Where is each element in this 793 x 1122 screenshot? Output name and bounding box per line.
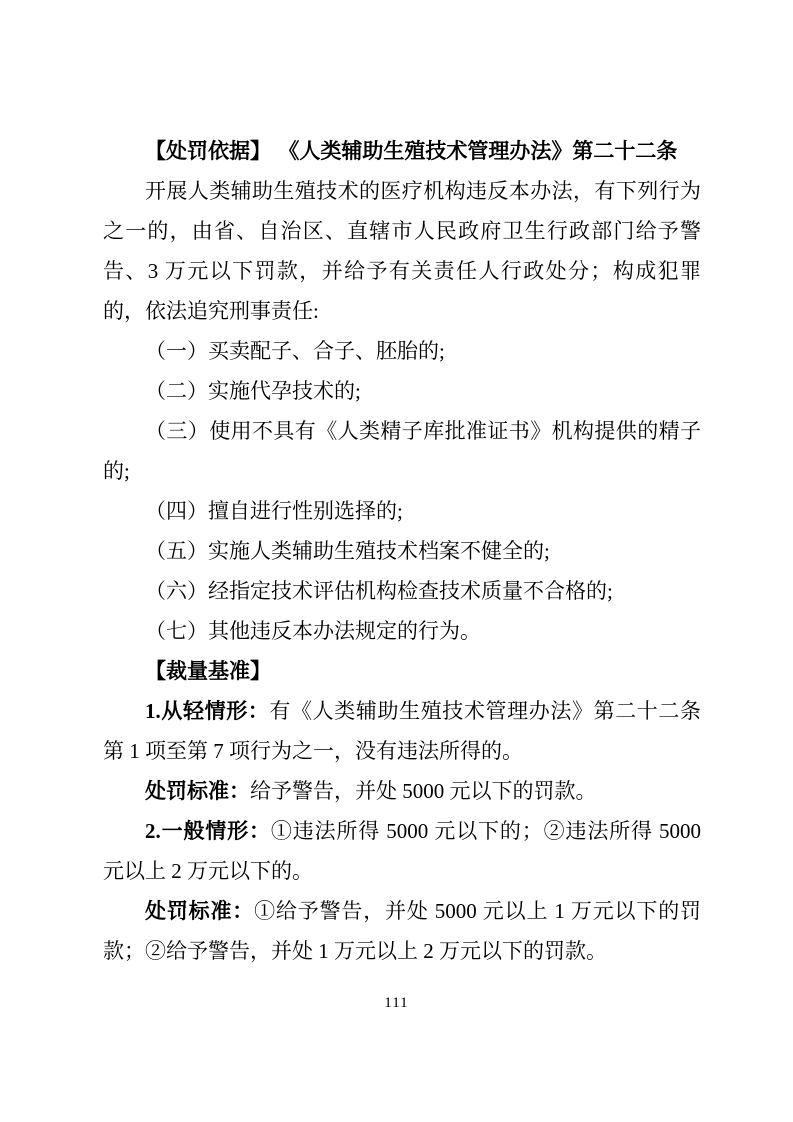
violation-item-7: （七）其他违反本办法规定的行为。 bbox=[145, 619, 481, 643]
page-number: 111 bbox=[384, 995, 409, 1011]
clause-general-penalty-label: 处罚标准： bbox=[145, 899, 255, 923]
violation-item-4: （四）擅自进行性别选择的; bbox=[145, 499, 403, 523]
clause-leniency-penalty-text: 给予警告，并处 5000 元以下的罚款。 bbox=[250, 779, 597, 803]
clause-leniency-text: 有《人类辅助生殖技术管理办法》第二十二条第 1 项至第 7 项行为之一，没有违法所得的。 bbox=[103, 699, 702, 763]
penalty-basis-title: 《人类辅助生殖技术管理办法》第二十二条 bbox=[288, 139, 678, 163]
clause-leniency bbox=[103, 691, 701, 771]
clause-general-penalty-text: ①给予警告，并处 5000 元以上 1 万元以下的罚款；②给予警告，并处 1 万元以上 2 万元以下的罚款。 bbox=[103, 899, 702, 963]
penalty-basis-intro: 开展人类辅助生殖技术的医疗机构违反本办法，有下列行为之一的，由省、自治区、直辖市人民政府卫生行政部门给予警告、3 万元以下罚款，并给予有关责任人行政处分；构成犯罪的，依法追究刑事责任: bbox=[103, 179, 701, 323]
violation-item-6: （六）经指定技术评估机构检查技术质量不合格的; bbox=[145, 579, 613, 603]
penalty-basis-heading bbox=[103, 131, 701, 171]
violation-item-5: （五）实施人类辅助生殖技术档案不健全的; bbox=[145, 539, 550, 563]
document-body bbox=[103, 131, 701, 971]
clause-general bbox=[103, 811, 701, 891]
violation-item-3: （三）使用不具有《人类精子库批准证书》机构提供的精子的; bbox=[103, 419, 701, 483]
clause-leniency-penalty-label: 处罚标准： bbox=[145, 779, 250, 803]
clause-general-label: 2.一般情形： bbox=[145, 819, 271, 843]
clause-general-text: ①违法所得 5000 元以下的；②违法所得 5000 元以上 2 万元以下的。 bbox=[103, 819, 701, 883]
clause-leniency-penalty bbox=[103, 771, 701, 811]
violation-item-2: （二）实施代孕技术的; bbox=[145, 379, 361, 403]
discretion-standard-heading bbox=[103, 651, 701, 691]
discretion-standard-tag: 【裁量基准】 bbox=[145, 659, 271, 683]
violation-item-1: （一）买卖配子、合子、胚胎的; bbox=[145, 339, 445, 363]
clause-general-penalty bbox=[103, 891, 701, 971]
penalty-basis-tag: 【处罚依据】 bbox=[145, 139, 271, 163]
clause-leniency-label: 1.从轻情形： bbox=[145, 699, 270, 723]
